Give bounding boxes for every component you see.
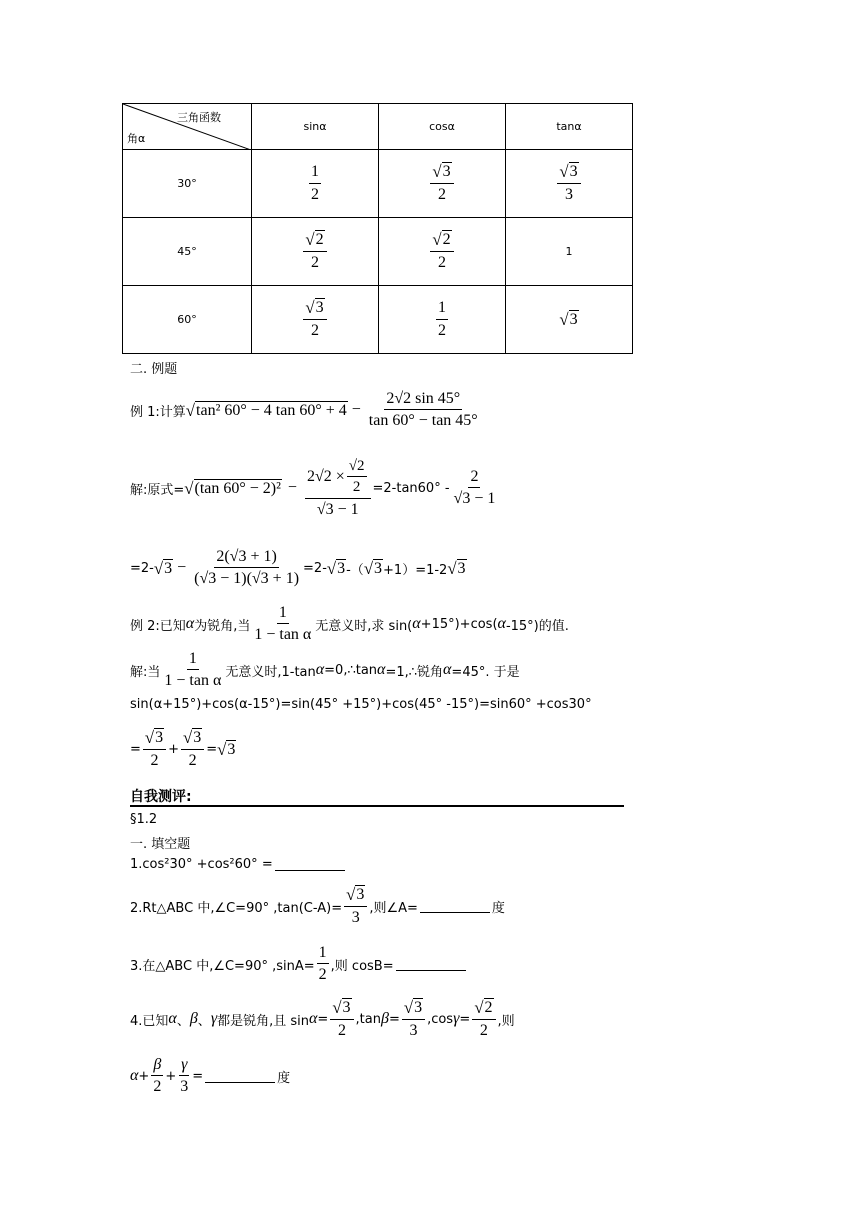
solution-1-line-1 xyxy=(130,458,499,519)
text: 无意义时,1-tan xyxy=(225,664,316,680)
sqrt-3: √ 3 xyxy=(217,739,236,759)
table-corner-header xyxy=(123,104,252,150)
text: -15°)的值. xyxy=(505,618,569,634)
self-test-title: 自我测评: xyxy=(130,789,192,805)
example-1-root: √ tan² 60° − 4 tan 60° + 4 xyxy=(185,400,347,420)
unit-text: 度 xyxy=(491,900,505,916)
trig-value-table xyxy=(122,103,633,354)
question-4-line-2 xyxy=(130,1056,290,1097)
column-header-tan: tanα xyxy=(506,104,633,150)
section-number: §1.2 xyxy=(130,812,158,827)
column-header-sin: sinα xyxy=(252,104,379,150)
solution-1-fraction: 2√2 × $\frac{√2}{2}$ √3 − 1 xyxy=(305,458,371,519)
text: + xyxy=(138,1068,150,1084)
solution-1-middle-text: =2-tan60° - xyxy=(372,480,450,496)
alpha-symbol: α xyxy=(412,615,421,633)
text: + xyxy=(168,741,180,757)
solution-1-line-2 xyxy=(130,548,467,589)
alpha-symbol: α xyxy=(497,615,506,633)
text: = xyxy=(206,741,218,757)
text: 无意义时,求 sin( xyxy=(315,618,413,634)
header-angle-label: 角α xyxy=(127,132,146,145)
fill-in-title: 一. 填空题 xyxy=(130,837,191,852)
text: =0,∴tan xyxy=(324,662,378,678)
question-2-text: 2.Rt△ABC 中,∠C=90° ,tan(C-A)= xyxy=(130,900,343,916)
text: ,tan xyxy=(355,1011,381,1027)
column-header-cos: cosα xyxy=(379,104,506,150)
alpha-symbol: α xyxy=(168,1010,177,1028)
text: 都是锐角,且 sin xyxy=(217,1013,310,1029)
example-1-label: 例 1:计算 xyxy=(130,404,186,420)
value-cell: √ 2 2 xyxy=(252,218,379,286)
fraction: √ 2 2 xyxy=(472,998,495,1041)
beta-symbol: β xyxy=(189,1010,198,1028)
sqrt-3: √ 3 xyxy=(326,558,346,578)
value-cell: √ 3 xyxy=(506,286,633,354)
solution-1-fraction-2: $\frac{2}{√3 - 1}$ xyxy=(453,468,496,508)
example-1 xyxy=(130,390,482,431)
minus-sign: − xyxy=(287,479,297,497)
minus-sign: − xyxy=(351,401,361,419)
angle-cell: 45° xyxy=(123,218,252,286)
alpha-symbol: α xyxy=(443,661,452,679)
example-2 xyxy=(130,604,569,645)
answer-blank[interactable] xyxy=(420,900,490,913)
fraction: √ 3 2 xyxy=(181,728,204,771)
text: + xyxy=(165,1068,177,1084)
angle-cell: 30° xyxy=(123,150,252,218)
alpha-symbol: α xyxy=(309,1010,318,1028)
alpha-symbol: α xyxy=(130,1067,139,1085)
minus-sign: − xyxy=(177,559,187,577)
table-row xyxy=(123,218,633,286)
solution-2-line-2: sin(α+15°)+cos(α-15°)=sin(45° +15°)+cos(45° -15°)=sin60° +cos30° xyxy=(130,697,592,712)
question-3-text: 3.在△ABC 中,∠C=90° ,sinA= xyxy=(130,958,315,974)
text: = xyxy=(130,741,141,757)
value-cell: $\frac{1}{2}$ xyxy=(252,150,379,218)
text: 、 xyxy=(176,1013,190,1029)
text: 、 xyxy=(197,1013,211,1029)
text: ,cos xyxy=(427,1011,454,1027)
example-2-label: 例 2:已知 xyxy=(130,618,186,634)
text: -（ xyxy=(346,562,364,578)
question-4-text: 4.已知 xyxy=(130,1013,169,1029)
angle-cell: 60° xyxy=(123,286,252,354)
text: 为锐角,当 xyxy=(194,618,251,634)
text: = xyxy=(317,1011,329,1027)
answer-blank[interactable] xyxy=(396,958,466,971)
fraction: $\frac{\gamma}{3}$ xyxy=(180,1056,189,1096)
text: =2- xyxy=(130,560,154,576)
beta-symbol: β xyxy=(380,1010,389,1028)
question-1-text: 1.cos²30° +cos²60° = xyxy=(130,857,273,872)
table-row xyxy=(123,150,633,218)
solution-1-root: √ (tan 60° − 2)² xyxy=(184,478,281,498)
solution-2-label: 解:当 xyxy=(130,664,161,680)
table-row xyxy=(123,286,633,354)
fraction: √ 3 2 xyxy=(143,728,166,771)
value-cell: √ 3 2 xyxy=(252,286,379,354)
value-cell: √ 3 3 xyxy=(506,150,633,218)
answer-blank[interactable] xyxy=(275,858,345,871)
value-cell: √ 2 2 xyxy=(379,218,506,286)
solution-1-label: 解:原式= xyxy=(130,482,185,498)
sqrt-3: √ 3 xyxy=(447,558,466,578)
alpha-symbol: α xyxy=(315,661,325,679)
fraction: √ 3 2 xyxy=(330,998,353,1041)
fraction: $\frac{\beta}{2}$ xyxy=(153,1056,162,1096)
text: = xyxy=(388,1011,400,1027)
text: =1,∴锐角 xyxy=(385,664,444,680)
sqrt-3: √ 3 xyxy=(153,558,173,578)
gamma-symbol: γ xyxy=(210,1010,218,1028)
value-cell: √ 3 2 xyxy=(379,150,506,218)
divider xyxy=(130,805,624,807)
text: = xyxy=(192,1068,204,1084)
question-4 xyxy=(130,998,515,1041)
text: =2- xyxy=(303,560,327,576)
value-cell: 1 xyxy=(506,218,633,286)
answer-blank[interactable] xyxy=(205,1070,275,1083)
example-2-fraction: $\frac{1}{\text{1 − tan α}}$ xyxy=(254,604,312,644)
alpha-symbol: α xyxy=(185,615,195,633)
text: +15°)+cos( xyxy=(420,616,498,632)
example-1-fraction: $\frac{2√2 \sin 45^\circ}{\tan 60^\circ - \tan 45^\circ}$ xyxy=(368,390,478,430)
fraction: √ 3 3 xyxy=(344,885,367,928)
header-function-label: 三角函数 xyxy=(177,111,221,124)
solution-2-line-3 xyxy=(130,728,236,771)
text: +1）=1-2 xyxy=(383,562,448,578)
text: ,则 cosB= xyxy=(330,958,394,974)
value-cell: $\frac{1}{2}$ xyxy=(379,286,506,354)
fraction: $\frac{1}{2}$ xyxy=(318,944,327,984)
sqrt-3: √ 3 xyxy=(363,558,383,578)
unit-text: 度 xyxy=(277,1070,291,1086)
text: ,则 xyxy=(497,1013,515,1029)
solution-1-fraction-3: $\frac{2(√3 + 1)}{(√3 - 1)(√3 + 1)}$ xyxy=(194,548,300,588)
solution-2-fraction: $\frac{1}{\text{1 − tan α}}$ xyxy=(164,650,222,690)
text: =45°. 于是 xyxy=(451,664,520,680)
alpha-symbol: α xyxy=(377,661,386,679)
text: = xyxy=(459,1011,471,1027)
question-1 xyxy=(130,857,347,872)
question-2 xyxy=(130,885,505,928)
fraction: √ 3 3 xyxy=(402,998,425,1041)
gamma-symbol: γ xyxy=(453,1010,460,1028)
section-title-examples: 二. 例题 xyxy=(130,362,178,377)
question-3 xyxy=(130,944,468,985)
solution-2-line-1 xyxy=(130,650,520,691)
text: ,则∠A= xyxy=(369,900,418,916)
